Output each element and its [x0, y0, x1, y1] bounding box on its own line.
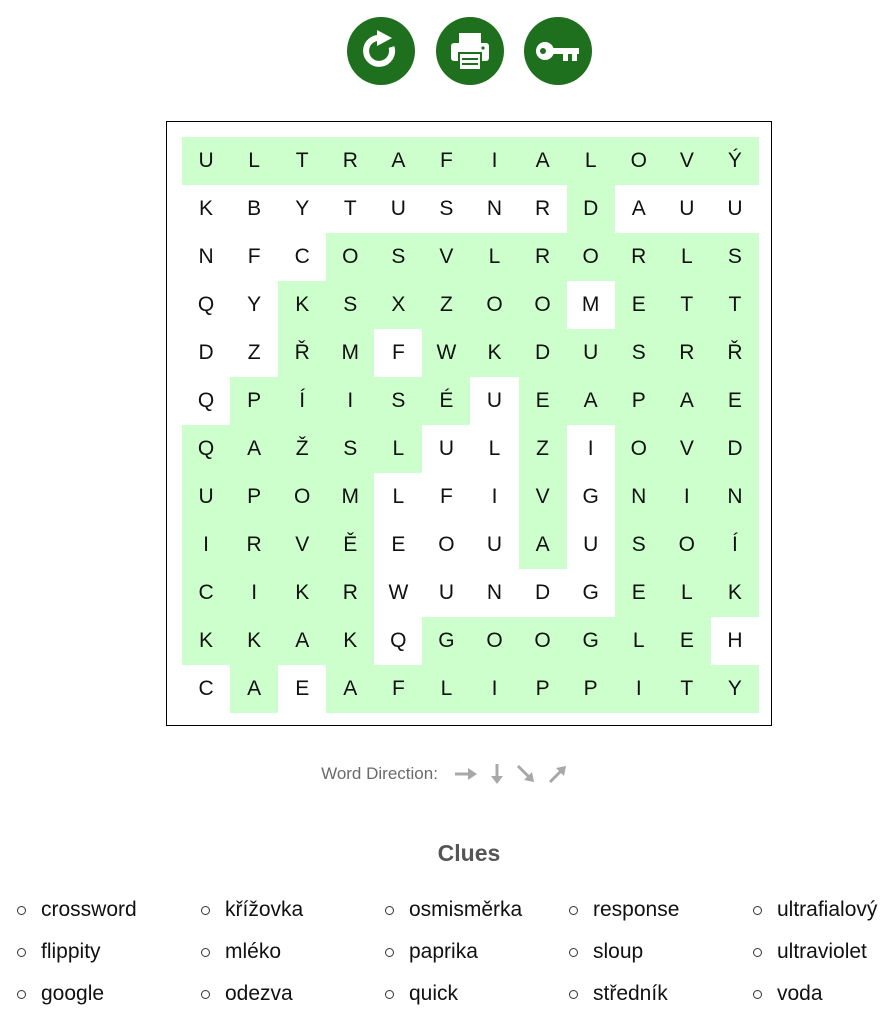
grid-cell[interactable]: A: [567, 377, 615, 425]
grid-cell[interactable]: T: [278, 137, 326, 185]
clue-item: [17, 898, 137, 922]
grid-cell[interactable]: O: [422, 521, 470, 569]
print-button[interactable]: [436, 17, 504, 85]
grid-cell[interactable]: C: [182, 569, 230, 617]
word-direction: [0, 760, 895, 788]
down-right-arrow-icon: [516, 764, 536, 784]
clue-word: osmisměrka: [409, 898, 523, 921]
grid-cell[interactable]: P: [230, 473, 278, 521]
bullet-icon: [385, 906, 394, 915]
grid-cell[interactable]: L: [230, 137, 278, 185]
bullet-icon: [201, 906, 210, 915]
clues-title: Clues: [437, 840, 501, 866]
clue-item: [201, 898, 303, 922]
bullet-icon: [753, 990, 762, 999]
clue-item: [385, 898, 522, 922]
grid-cell[interactable]: A: [519, 521, 567, 569]
grid-cell[interactable]: Z: [230, 329, 278, 377]
clue-word: ultrafialový: [777, 898, 878, 921]
grid-cell[interactable]: L: [567, 137, 615, 185]
grid-cell[interactable]: E: [374, 521, 422, 569]
clue-word: křížovka: [225, 898, 304, 921]
grid-cell[interactable]: L: [615, 617, 663, 665]
grid-cell[interactable]: E: [711, 377, 759, 425]
grid-cell[interactable]: O: [663, 521, 711, 569]
grid-cell[interactable]: Í: [711, 521, 759, 569]
grid-cell[interactable]: D: [567, 185, 615, 233]
grid-cell[interactable]: I: [470, 473, 518, 521]
clue-word: sloup: [593, 940, 644, 963]
clue-item: [201, 940, 281, 964]
grid-cell[interactable]: P: [519, 665, 567, 713]
bullet-icon: [17, 948, 26, 957]
clue-word: voda: [777, 982, 823, 1005]
grid-cell[interactable]: P: [615, 377, 663, 425]
grid-cell[interactable]: V: [663, 137, 711, 185]
grid-cell[interactable]: S: [711, 233, 759, 281]
grid-cell[interactable]: N: [615, 473, 663, 521]
grid-cell[interactable]: D: [711, 425, 759, 473]
grid-cell[interactable]: S: [615, 521, 663, 569]
grid-cell[interactable]: O: [567, 233, 615, 281]
grid-cell[interactable]: F: [374, 665, 422, 713]
grid-cell[interactable]: N: [470, 185, 518, 233]
grid-cell[interactable]: A: [615, 185, 663, 233]
clue-item: [569, 898, 679, 922]
grid-cell[interactable]: A: [519, 137, 567, 185]
grid-cell[interactable]: L: [663, 233, 711, 281]
grid-cell[interactable]: Z: [422, 281, 470, 329]
clue-word: mléko: [225, 940, 282, 963]
grid-cell[interactable]: I: [567, 425, 615, 473]
grid-cell[interactable]: D: [519, 329, 567, 377]
bullet-icon: [569, 990, 578, 999]
grid-cell[interactable]: I: [326, 377, 374, 425]
toolbar: [0, 17, 895, 85]
grid-cell[interactable]: Ě: [326, 521, 374, 569]
grid-cell[interactable]: U: [422, 425, 470, 473]
grid-cell[interactable]: Ř: [711, 329, 759, 377]
clue-item: [201, 982, 293, 1006]
grid-cell[interactable]: T: [711, 281, 759, 329]
grid-cell[interactable]: I: [182, 521, 230, 569]
grid-cell[interactable]: S: [615, 329, 663, 377]
grid-cell[interactable]: I: [663, 473, 711, 521]
grid-cell[interactable]: Z: [519, 425, 567, 473]
grid-cell[interactable]: I: [470, 665, 518, 713]
grid-cell[interactable]: Ž: [278, 425, 326, 473]
grid-cell[interactable]: A: [663, 377, 711, 425]
letter-grid: [182, 137, 759, 713]
bullet-icon: [385, 948, 394, 957]
grid-cell[interactable]: K: [326, 617, 374, 665]
grid-cell[interactable]: O: [519, 281, 567, 329]
clue-item: [753, 982, 823, 1006]
grid-cell[interactable]: U: [567, 521, 615, 569]
refresh-button[interactable]: [347, 17, 415, 85]
grid-cell[interactable]: A: [278, 617, 326, 665]
clue-word: ultraviolet: [777, 940, 867, 963]
bullet-icon: [17, 990, 26, 999]
grid-cell[interactable]: I: [230, 569, 278, 617]
grid-cell[interactable]: M: [567, 281, 615, 329]
grid-cell[interactable]: R: [230, 521, 278, 569]
clue-item: [569, 940, 643, 964]
grid-cell[interactable]: L: [663, 569, 711, 617]
grid-cell[interactable]: U: [470, 521, 518, 569]
grid-cell[interactable]: F: [422, 473, 470, 521]
grid-cell[interactable]: M: [326, 473, 374, 521]
grid-cell[interactable]: A: [230, 665, 278, 713]
grid-cell[interactable]: Y: [230, 281, 278, 329]
grid-cell[interactable]: O: [326, 233, 374, 281]
grid-cell[interactable]: Y: [711, 665, 759, 713]
grid-cell[interactable]: U: [182, 473, 230, 521]
clue-item: [753, 940, 867, 964]
clue-word: quick: [409, 982, 459, 1005]
grid-cell[interactable]: S: [374, 377, 422, 425]
grid-cell[interactable]: E: [519, 377, 567, 425]
grid-cell[interactable]: R: [326, 137, 374, 185]
bullet-icon: [753, 906, 762, 915]
grid-cell[interactable]: Q: [182, 425, 230, 473]
grid-cell[interactable]: D: [519, 569, 567, 617]
clue-word: flippity: [41, 940, 101, 963]
grid-cell[interactable]: R: [519, 233, 567, 281]
grid-cell[interactable]: C: [278, 233, 326, 281]
grid-cell[interactable]: S: [326, 425, 374, 473]
grid-cell[interactable]: V: [663, 425, 711, 473]
grid-cell[interactable]: V: [278, 521, 326, 569]
grid-cell[interactable]: R: [615, 233, 663, 281]
grid-cell[interactable]: R: [663, 329, 711, 377]
grid-cell[interactable]: R: [519, 185, 567, 233]
answer-key-button[interactable]: [524, 17, 592, 85]
bullet-icon: [201, 948, 210, 957]
grid-cell[interactable]: Q: [182, 281, 230, 329]
grid-cell[interactable]: U: [374, 185, 422, 233]
puzzle-board: [166, 121, 772, 726]
bullet-icon: [569, 948, 578, 957]
grid-cell[interactable]: Í: [278, 377, 326, 425]
clue-item: [385, 982, 458, 1006]
grid-cell[interactable]: W: [422, 329, 470, 377]
grid-cell[interactable]: P: [230, 377, 278, 425]
grid-cell[interactable]: E: [278, 665, 326, 713]
clue-item: [17, 982, 104, 1006]
grid-cell[interactable]: S: [422, 185, 470, 233]
print-icon: [448, 29, 492, 73]
grid-cell[interactable]: L: [470, 233, 518, 281]
clue-word: crossword: [41, 898, 137, 921]
clue-item: [753, 898, 877, 922]
grid-cell[interactable]: A: [230, 425, 278, 473]
key-icon: [533, 29, 583, 73]
grid-cell[interactable]: O: [615, 425, 663, 473]
grid-cell[interactable]: F: [422, 137, 470, 185]
right-arrow-icon: [454, 765, 478, 783]
grid-cell[interactable]: O: [470, 617, 518, 665]
grid-cell[interactable]: E: [615, 281, 663, 329]
grid-cell[interactable]: Q: [374, 617, 422, 665]
clue-word: google: [41, 982, 105, 1005]
grid-cell[interactable]: L: [374, 473, 422, 521]
grid-cell[interactable]: W: [374, 569, 422, 617]
grid-cell[interactable]: L: [374, 425, 422, 473]
clue-word: odezva: [225, 982, 293, 1005]
grid-cell[interactable]: L: [422, 665, 470, 713]
clue-item: [385, 940, 478, 964]
grid-cell[interactable]: U: [711, 185, 759, 233]
bullet-icon: [17, 906, 26, 915]
grid-cell[interactable]: E: [663, 617, 711, 665]
grid-cell[interactable]: V: [519, 473, 567, 521]
grid-cell[interactable]: T: [663, 665, 711, 713]
grid-cell[interactable]: Q: [182, 377, 230, 425]
grid-cell[interactable]: I: [615, 665, 663, 713]
grid-cell[interactable]: U: [567, 329, 615, 377]
grid-cell[interactable]: A: [326, 665, 374, 713]
grid-cell[interactable]: N: [182, 233, 230, 281]
down-arrow-icon: [490, 763, 504, 785]
grid-cell[interactable]: U: [663, 185, 711, 233]
bullet-icon: [385, 990, 394, 999]
grid-cell[interactable]: Y: [278, 185, 326, 233]
grid-cell[interactable]: F: [230, 233, 278, 281]
grid-cell[interactable]: M: [326, 329, 374, 377]
refresh-icon: [359, 29, 403, 73]
bullet-icon: [753, 948, 762, 957]
bullet-icon: [201, 990, 210, 999]
clue-word: paprika: [409, 940, 478, 963]
clue-word: středník: [593, 982, 668, 1005]
grid-cell[interactable]: F: [374, 329, 422, 377]
grid-cell[interactable]: X: [374, 281, 422, 329]
grid-cell[interactable]: G: [567, 569, 615, 617]
grid-cell[interactable]: K: [182, 617, 230, 665]
grid-cell[interactable]: K: [470, 329, 518, 377]
grid-cell[interactable]: R: [326, 569, 374, 617]
grid-cell[interactable]: S: [374, 233, 422, 281]
grid-cell[interactable]: D: [182, 329, 230, 377]
grid-cell[interactable]: P: [567, 665, 615, 713]
grid-cell[interactable]: O: [278, 473, 326, 521]
grid-cell[interactable]: B: [230, 185, 278, 233]
grid-cell[interactable]: A: [374, 137, 422, 185]
grid-cell[interactable]: K: [278, 281, 326, 329]
grid-cell[interactable]: T: [663, 281, 711, 329]
grid-cell[interactable]: K: [711, 569, 759, 617]
grid-cell[interactable]: U: [470, 377, 518, 425]
grid-cell[interactable]: E: [615, 569, 663, 617]
grid-cell[interactable]: T: [326, 185, 374, 233]
grid-cell[interactable]: S: [326, 281, 374, 329]
grid-cell[interactable]: Ř: [278, 329, 326, 377]
grid-cell[interactable]: É: [422, 377, 470, 425]
bullet-icon: [569, 906, 578, 915]
clue-item: [17, 940, 101, 964]
grid-cell[interactable]: Ý: [711, 137, 759, 185]
clue-item: [569, 982, 668, 1006]
grid-cell[interactable]: L: [470, 425, 518, 473]
word-direction-label: Word Direction:: [321, 764, 438, 783]
grid-cell[interactable]: G: [567, 617, 615, 665]
grid-cell[interactable]: H: [711, 617, 759, 665]
grid-cell[interactable]: N: [711, 473, 759, 521]
grid-cell[interactable]: O: [615, 137, 663, 185]
grid-cell[interactable]: O: [470, 281, 518, 329]
grid-cell[interactable]: I: [470, 137, 518, 185]
grid-cell[interactable]: G: [567, 473, 615, 521]
grid-cell[interactable]: U: [182, 137, 230, 185]
grid-cell[interactable]: O: [519, 617, 567, 665]
grid-cell[interactable]: N: [470, 569, 518, 617]
grid-cell[interactable]: V: [422, 233, 470, 281]
grid-cell[interactable]: U: [422, 569, 470, 617]
clue-word: response: [593, 898, 680, 921]
grid-cell[interactable]: K: [182, 185, 230, 233]
up-right-arrow-icon: [548, 764, 568, 784]
grid-cell[interactable]: G: [422, 617, 470, 665]
grid-cell[interactable]: C: [182, 665, 230, 713]
grid-cell[interactable]: K: [278, 569, 326, 617]
grid-cell[interactable]: K: [230, 617, 278, 665]
